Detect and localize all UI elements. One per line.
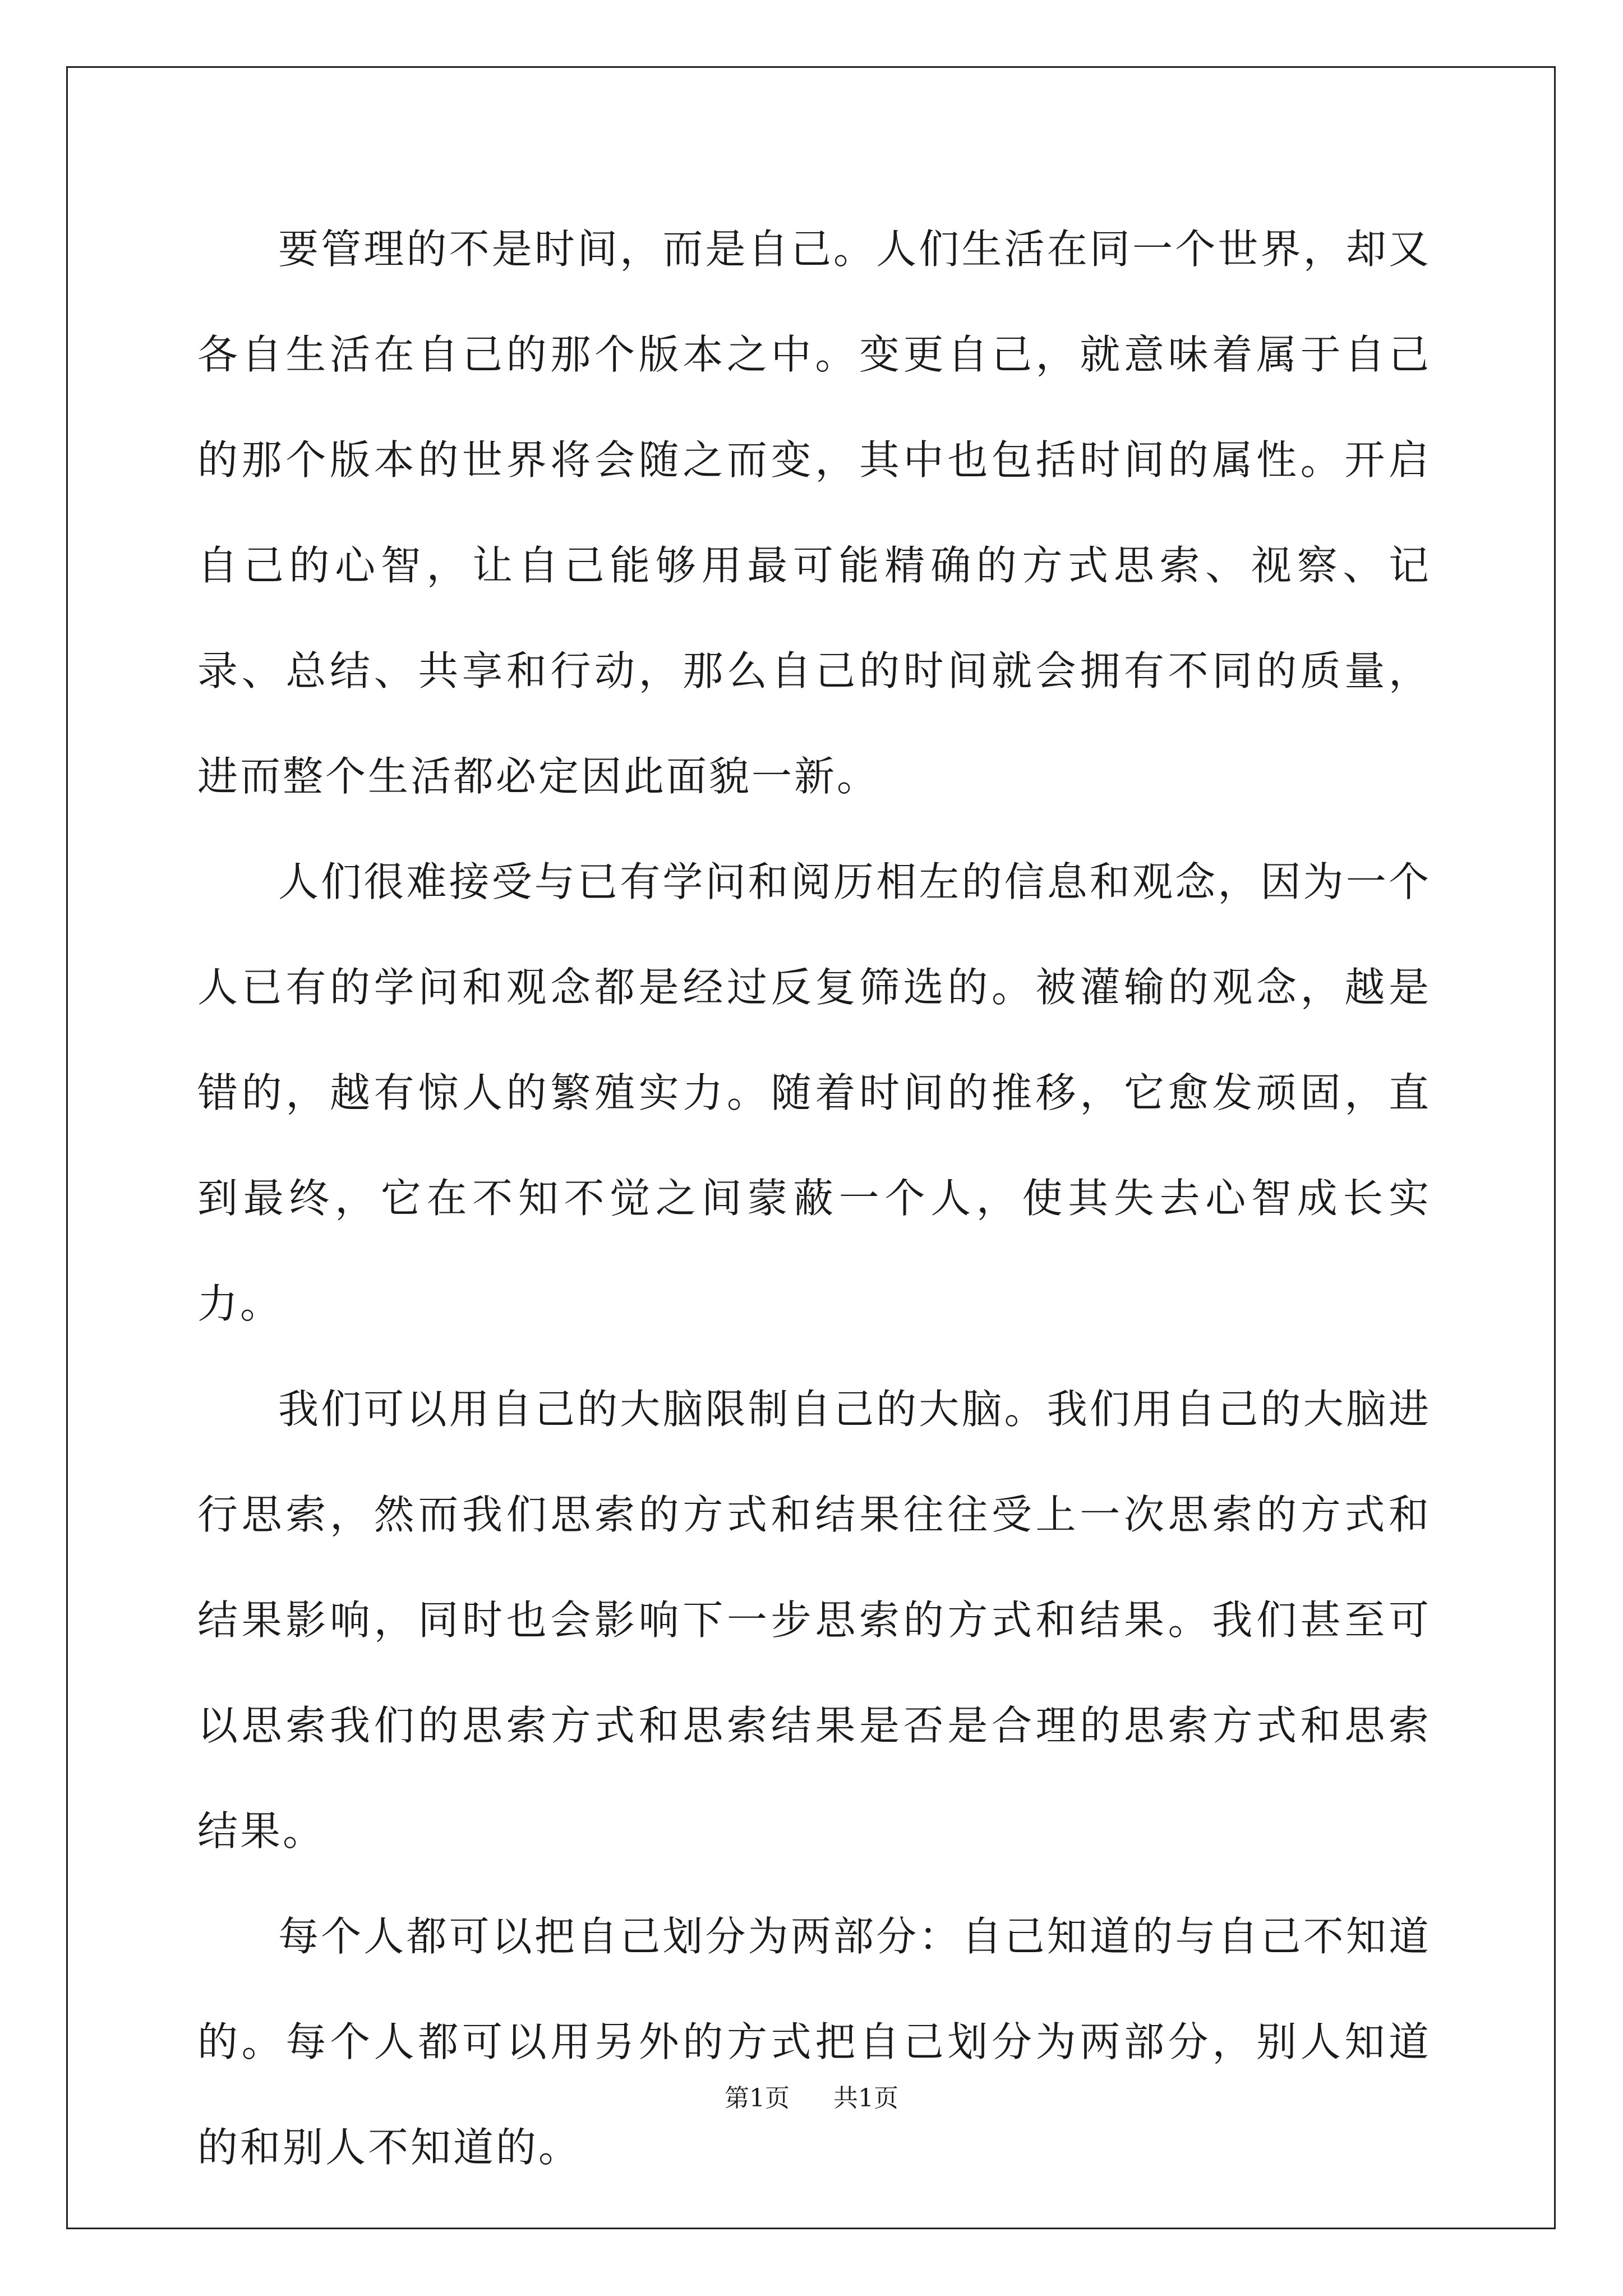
page-footer xyxy=(0,2078,1623,2114)
paragraph-4: 每个人都可以把自己划分为两部分：自己知道的与自己不知道的。每个人都可以用另外的方式把自己划分为两部分，别人知道的和别人不知道的。 xyxy=(197,1913,1431,2171)
paragraph-1: 要管理的不是时间，而是自己。人们生活在同一个世界，却又各自生活在自己的那个版本之中。变更自己，就意味着属于自己的那个版本的世界将会随之而变，其中也包括时间的属性。开启自己的心智，让自己能够用最可能精确的方式思索、视察、记录、总结、共享和行动，那么自己的时间就会拥有不同的质量，进而整个生活都必定因此面貌一新。 xyxy=(197,226,1431,800)
page-number: 第1页 xyxy=(725,2084,790,2113)
page-total: 共1页 xyxy=(833,2084,898,2113)
paragraph-3: 我们可以用自己的大脑限制自己的大脑。我们用自己的大脑进行思索，然而我们思索的方式和结果往往受上一次思索的方式和结果影响，同时也会影响下一步思索的方式和结果。我们甚至可以思索我们的思索方式和思索结果是否是合理的思索方式和思索结果。 xyxy=(197,1386,1431,1855)
paragraph-2: 人们很难接受与已有学问和阅历相左的信息和观念，因为一个人已有的学问和观念都是经过反复筛选的。被灌输的观念，越是错的，越有惊人的繁殖实力。随着时间的推移，它愈发顽固，直到最终，它在不知不觉之间蒙蔽一个人，使其失去心智成长实力。 xyxy=(197,858,1431,1327)
document-body xyxy=(197,196,1431,2200)
